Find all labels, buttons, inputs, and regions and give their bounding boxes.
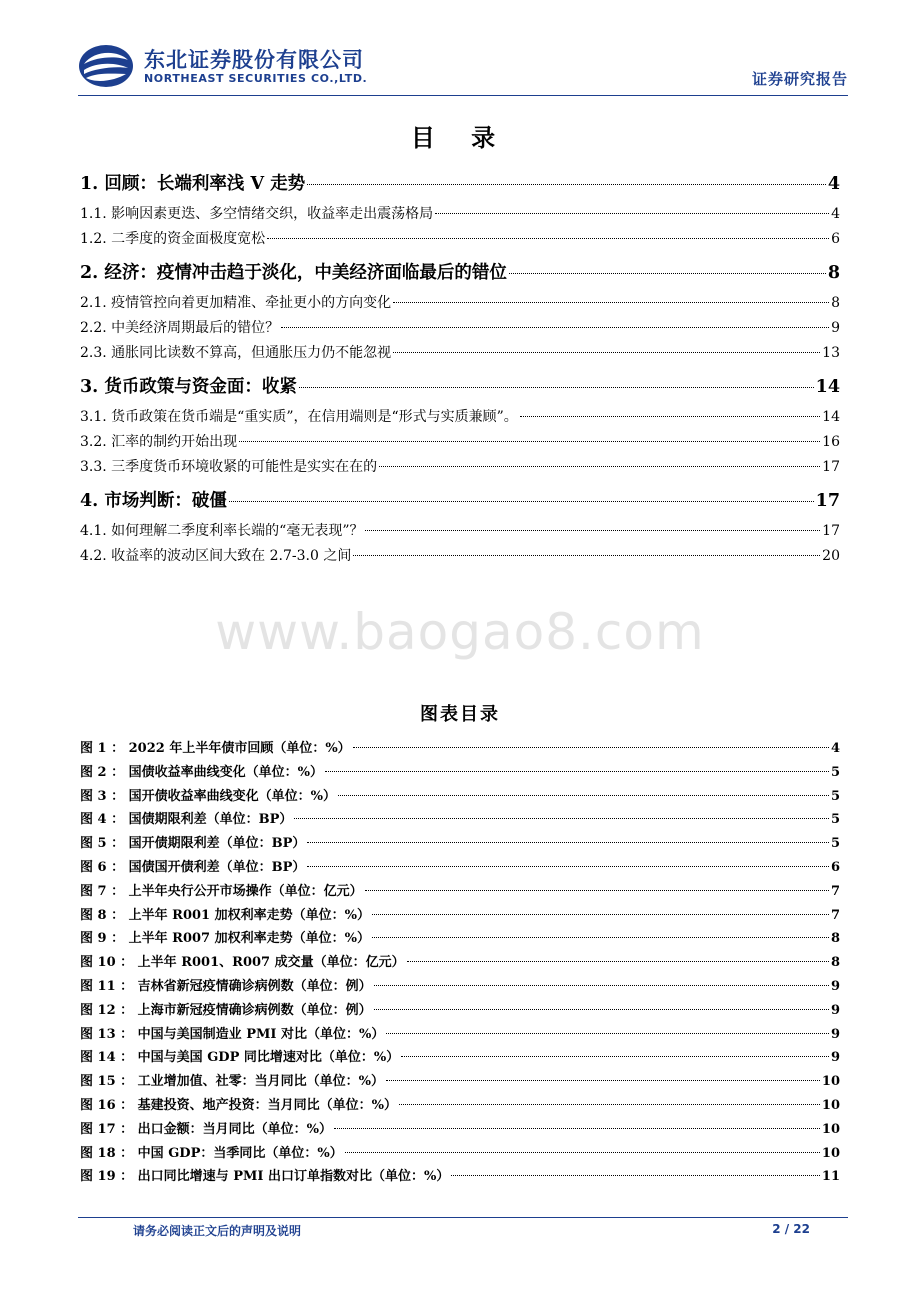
- figure-page-number: 10: [821, 1145, 840, 1161]
- figure-page-number: 6: [830, 859, 840, 875]
- toc-subsection[interactable]: [80, 228, 840, 247]
- toc-subsection[interactable]: [80, 520, 840, 539]
- toc-page-number: 14: [815, 377, 840, 397]
- figure-title: 图 4 ： 国债期限利差（单位：BP）: [80, 812, 293, 828]
- figure-entry[interactable]: [80, 761, 840, 780]
- figure-entry[interactable]: [80, 785, 840, 804]
- toc-section-title: 4. 市场判断：破僵: [80, 491, 227, 511]
- footer-divider: [78, 1217, 848, 1218]
- table-of-contents: [80, 170, 840, 570]
- figure-page-number: 9: [830, 978, 840, 994]
- toc-page-number: 8: [831, 295, 840, 311]
- figure-title: 图 6 ： 国债国开债利差（单位：BP）: [80, 859, 306, 875]
- toc-section[interactable]: [80, 170, 840, 194]
- figure-entry[interactable]: [80, 1046, 840, 1065]
- figure-page-number: 10: [821, 1097, 840, 1113]
- figure-page-number: 5: [830, 812, 840, 828]
- toc-subsection-title: 2.2. 中美经济周期最后的错位？: [80, 320, 280, 336]
- figure-entry[interactable]: [80, 808, 840, 827]
- toc-subsection[interactable]: [80, 317, 840, 336]
- figure-page-number: 10: [821, 1121, 840, 1137]
- figure-entry[interactable]: [80, 1142, 840, 1161]
- figure-page-number: 11: [821, 1169, 840, 1185]
- figure-entry[interactable]: [80, 856, 840, 875]
- toc-page-number: 14: [822, 409, 840, 425]
- figure-title: 图 8 ： 上半年 R001 加权利率走势（单位：%）: [80, 907, 370, 923]
- toc-subsection-title: 4.1. 如何理解二季度利率长端的“毫无表现”？: [80, 523, 364, 539]
- figure-title: 图 2 ： 国债收益率曲线变化（单位：%）: [80, 764, 323, 780]
- figure-page-number: 9: [830, 1050, 840, 1066]
- toc-page-number: 16: [822, 434, 840, 450]
- company-logo-icon: [78, 44, 134, 88]
- toc-page-number: 4: [831, 206, 840, 222]
- figure-page-number: 7: [830, 907, 840, 923]
- toc-subsection-title: 2.3. 通胀同比读数不算高，但通胀压力仍不能忽视: [80, 345, 392, 361]
- figure-entry[interactable]: [80, 999, 840, 1018]
- toc-subsection[interactable]: [80, 545, 840, 564]
- toc-section[interactable]: [80, 259, 840, 283]
- toc-subsection-title: 3.1. 货币政策在货币端是“重实质”，在信用端则是“形式与实质兼顾”。: [80, 409, 518, 425]
- figure-title: 图 14 ： 中国与美国 GDP 同比增速对比（单位：%）: [80, 1050, 400, 1066]
- toc-page-number: 17: [815, 491, 840, 511]
- toc-page-number: 20: [822, 548, 840, 564]
- figure-title: 图 3 ： 国开债收益率曲线变化（单位：%）: [80, 788, 336, 804]
- figure-title: 图 1 ： 2022 年上半年债市回顾（单位：%）: [80, 741, 351, 756]
- toc-subsection-title: 1.2. 二季度的资金面极度宽松: [80, 231, 266, 247]
- figure-page-number: 5: [830, 788, 840, 804]
- figure-page-number: 8: [830, 955, 840, 971]
- figure-entry[interactable]: [80, 927, 840, 946]
- figure-list: [80, 737, 840, 1189]
- toc-subsection[interactable]: [80, 292, 840, 311]
- figure-entry[interactable]: [80, 1165, 840, 1184]
- toc-subsection[interactable]: [80, 342, 840, 361]
- figure-entry[interactable]: [80, 832, 840, 851]
- figure-title: 图 18 ： 中国 GDP：当季同比（单位：%）: [80, 1145, 343, 1161]
- figure-entry[interactable]: [80, 1118, 840, 1137]
- figure-entry[interactable]: [80, 951, 840, 970]
- toc-section[interactable]: [80, 373, 840, 397]
- footer-disclaimer: 请务必阅读正文后的声明及说明: [133, 1224, 302, 1238]
- toc-subsection[interactable]: [80, 456, 840, 475]
- figure-entry[interactable]: [80, 1094, 840, 1113]
- figure-page-number: 5: [830, 836, 840, 852]
- figure-title: 图 10 ： 上半年 R001、R007 成交量（单位：亿元）: [80, 955, 405, 971]
- toc-page-number: 6: [831, 231, 840, 247]
- figure-title: 图 15 ： 工业增加值、社零：当月同比（单位：%）: [80, 1074, 385, 1090]
- figure-page-number: 10: [821, 1074, 840, 1090]
- figure-entry[interactable]: [80, 880, 840, 899]
- figure-title: 图 17 ： 出口金额：当月同比（单位：%）: [80, 1121, 333, 1137]
- report-type-label: 证券研究报告: [751, 70, 848, 88]
- figure-page-number: 5: [830, 764, 840, 780]
- figure-title: 图 7 ： 上半年央行公开市场操作（单位：亿元）: [80, 883, 363, 899]
- toc-section[interactable]: [80, 487, 840, 511]
- toc-subsection-title: 4.2. 收益率的波动区间大致在 2.7-3.0 之间: [80, 548, 352, 564]
- figure-entry[interactable]: [80, 975, 840, 994]
- figure-title: 图 19 ： 出口同比增速与 PMI 出口订单指数对比（单位：%）: [80, 1169, 450, 1185]
- toc-page-number: 17: [822, 523, 840, 539]
- toc-section-title: 3. 货币政策与资金面：收紧: [80, 377, 297, 397]
- page-number: 2 / 22: [772, 1222, 810, 1236]
- toc-subsection[interactable]: [80, 406, 840, 425]
- figure-page-number: 9: [830, 1026, 840, 1042]
- toc-page-number: 13: [822, 345, 840, 361]
- figure-title: 图 12 ： 上海市新冠疫情确诊病例数（单位：例）: [80, 1002, 372, 1018]
- figure-entry[interactable]: [80, 737, 840, 756]
- toc-subsection[interactable]: [80, 431, 840, 450]
- toc-title: 目 录: [410, 123, 510, 152]
- figure-page-number: 4: [830, 741, 840, 756]
- toc-page-number: 9: [831, 320, 840, 336]
- figure-title: 图 13 ： 中国与美国制造业 PMI 对比（单位：%）: [80, 1026, 385, 1042]
- company-name-en: NORTHEAST SECURITIES CO.,LTD.: [144, 72, 368, 85]
- figure-entry[interactable]: [80, 1023, 840, 1042]
- figure-title: 图 11 ： 吉林省新冠疫情确诊病例数（单位：例）: [80, 978, 372, 994]
- figure-page-number: 8: [830, 931, 840, 947]
- company-name-cn: 东北证券股份有限公司: [144, 48, 364, 72]
- toc-page-number: 4: [827, 174, 840, 194]
- figure-entry[interactable]: [80, 1070, 840, 1089]
- toc-subsection-title: 3.3. 三季度货币环境收紧的可能性是实实在在的: [80, 459, 378, 475]
- toc-subsection-title: 3.2. 汇率的制约开始出现: [80, 434, 238, 450]
- page-header: [78, 40, 848, 92]
- figure-page-number: 7: [830, 883, 840, 899]
- toc-subsection-title: 1.1. 影响因素更迭、多空情绪交织，收益率走出震荡格局: [80, 206, 434, 222]
- toc-page-number: 17: [822, 459, 840, 475]
- figure-list-title: 图表目录: [420, 704, 500, 725]
- toc-section-title: 1. 回顾：长端利率浅 V 走势: [80, 174, 306, 194]
- figure-page-number: 9: [830, 1002, 840, 1018]
- figure-title: 图 9 ： 上半年 R007 加权利率走势（单位：%）: [80, 931, 370, 947]
- toc-subsection[interactable]: [80, 203, 840, 222]
- toc-section-title: 2. 经济：疫情冲击趋于淡化，中美经济面临最后的错位: [80, 263, 507, 283]
- watermark: www.baogao8.com: [215, 603, 705, 661]
- figure-entry[interactable]: [80, 904, 840, 923]
- header-divider: [78, 95, 848, 96]
- toc-subsection-title: 2.1. 疫情管控向着更加精准、牵扯更小的方向变化: [80, 295, 392, 311]
- figure-title: 图 16 ： 基建投资、地产投资：当月同比（单位：%）: [80, 1097, 398, 1113]
- figure-title: 图 5 ： 国开债期限利差（单位：BP）: [80, 836, 306, 852]
- toc-page-number: 8: [827, 263, 840, 283]
